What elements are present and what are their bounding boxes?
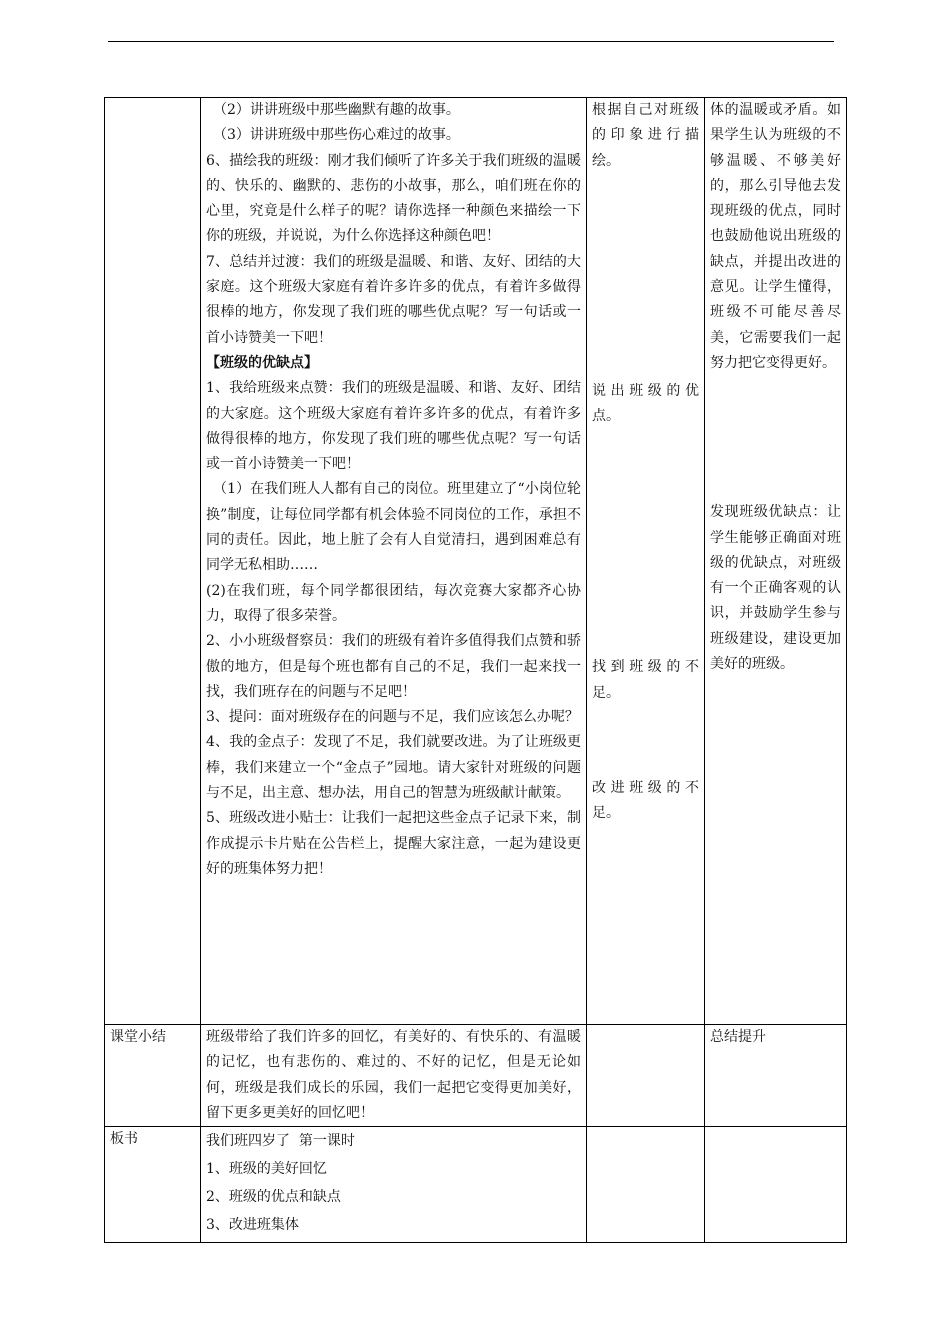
- blackboard-content: [201, 1127, 587, 1243]
- content-paragraph: 3、提问：面对班级存在的问题与不足，我们应该怎么办呢？: [206, 709, 579, 726]
- blackboard-row: [105, 1127, 847, 1243]
- lesson-plan-table: [104, 97, 847, 1243]
- teaching-content-cell: [201, 98, 587, 1025]
- content-paragraph: （1）在我们班人人都有自己的岗位。班里建立了“小岗位轮换”制度，让每位同学都有机会体验不同岗位的工作，承担不同的责任。因此，地上脏了会有人自觉清扫，遇到困难总有同学无私相助……: [206, 481, 581, 574]
- design-intent: 发现班级优缺点：让学生能够正确面对班级的优缺点，对班级有一个正确客观的认识，并鼓励学生参与班级建设，建设更加美好的班级。: [710, 504, 841, 673]
- student-activity: 改进班级的不足。: [592, 780, 699, 822]
- section-heading: 【班级的优缺点】: [206, 354, 318, 371]
- content-paragraph: 6、描绘我的班级：刚才我们倾听了许多关于我们班级的温暖的、快乐的、幽默的、悲伤的小故事，那么，咱们班在你的心里，究竟是什么样子的呢？请你选择一种颜色来描绘一下你的班级，并说说，为什么你选择这种颜色吧！: [206, 152, 581, 245]
- design-intent: 体的温暖或矛盾。如果学生认为班级的不够温暖、不够美好的，那么引导他去发现班级的优点，同时也鼓励他说出班级的缺点，并提出改进的意见。让学生懂得，班级不可能尽善尽美，它需要我们一起努力把它变得更好。: [710, 102, 841, 371]
- student-activity-cell: [587, 98, 705, 1025]
- header-rule: [108, 41, 834, 42]
- content-paragraph: (2)在我们班，每个同学都很团结，每次竞赛大家都齐心协力，取得了很多荣誉。: [206, 582, 581, 624]
- content-paragraph: （3）讲讲班级中那些伤心难过的故事。: [213, 127, 460, 144]
- summary-content: 班级带给了我们许多的回忆，有美好的、有快乐的、有温暖的记忆，也有悲伤的、难过的、不好的记忆，但是无论如何，班级是我们成长的乐园，我们一起把它变得更加美好，留下更多更美好的回忆吧！: [201, 1025, 587, 1127]
- blackboard-line: 1、班级的美好回忆: [206, 1161, 327, 1178]
- summary-student-cell: [587, 1025, 705, 1127]
- content-paragraph: 2、小小班级督察员：我们的班级有着许多值得我们点赞和骄傲的地方，但是每个班也都有自己的不足，我们一起来找一找，我们班存在的问题与不足吧！: [206, 633, 581, 700]
- blackboard-intent-cell: [705, 1127, 847, 1243]
- content-paragraph: 1、我给班级来点赞：我们的班级是温暖、和谐、友好、团结的大家庭。这个班级大家庭有着许多许多的优点，有着许多做得很棒的地方，你发现了我们班的哪些优点呢？写一句话或一首小诗赞美一下吧！: [206, 380, 581, 473]
- blackboard-line: 3、改进班集体: [206, 1217, 299, 1234]
- summary-row: [105, 1025, 847, 1127]
- student-activity: 找到班级的不足。: [592, 659, 699, 701]
- student-activity: 说出班级的优点。: [592, 382, 699, 425]
- content-paragraph: 7、总结并过渡：我们的班级是温暖、和谐、友好、团结的大家庭。这个班级大家庭有着许多许多的优点，有着许多做得很棒的地方，你发现了我们班的哪些优点呢？写一句话或一首小诗赞美一下吧！: [206, 253, 581, 346]
- student-activity: 根据自己对班级的印象进行描绘。: [592, 102, 699, 169]
- blackboard-student-cell: [587, 1127, 705, 1243]
- content-paragraph: （2）讲讲班级中那些幽默有趣的故事。: [213, 102, 460, 118]
- blackboard-line: 2、班级的优点和缺点: [206, 1189, 341, 1206]
- teaching-process-row: [105, 98, 847, 1025]
- summary-intent: 总结提升: [705, 1025, 847, 1127]
- stage-label-cell: [105, 98, 201, 1025]
- summary-label: 课堂小结: [105, 1025, 201, 1127]
- blackboard-line: 我们班四岁了 第一课时: [206, 1133, 355, 1150]
- content-paragraph: 5、班级改进小贴士：让我们一起把这些金点子记录下来，制作成提示卡片贴在公告栏上，提醒大家注意，一起为建设更好的班集体努力把！: [206, 810, 581, 877]
- design-intent-cell: [705, 98, 847, 1025]
- blackboard-label: 板书: [105, 1127, 201, 1243]
- content-paragraph: 4、我的金点子：发现了不足，我们就要改进。为了让班级更棒，我们来建立一个“金点子”园地。请大家针对班级的问题与不足，出主意、想办法，用自己的智慧为班级献计献策。: [206, 734, 581, 802]
